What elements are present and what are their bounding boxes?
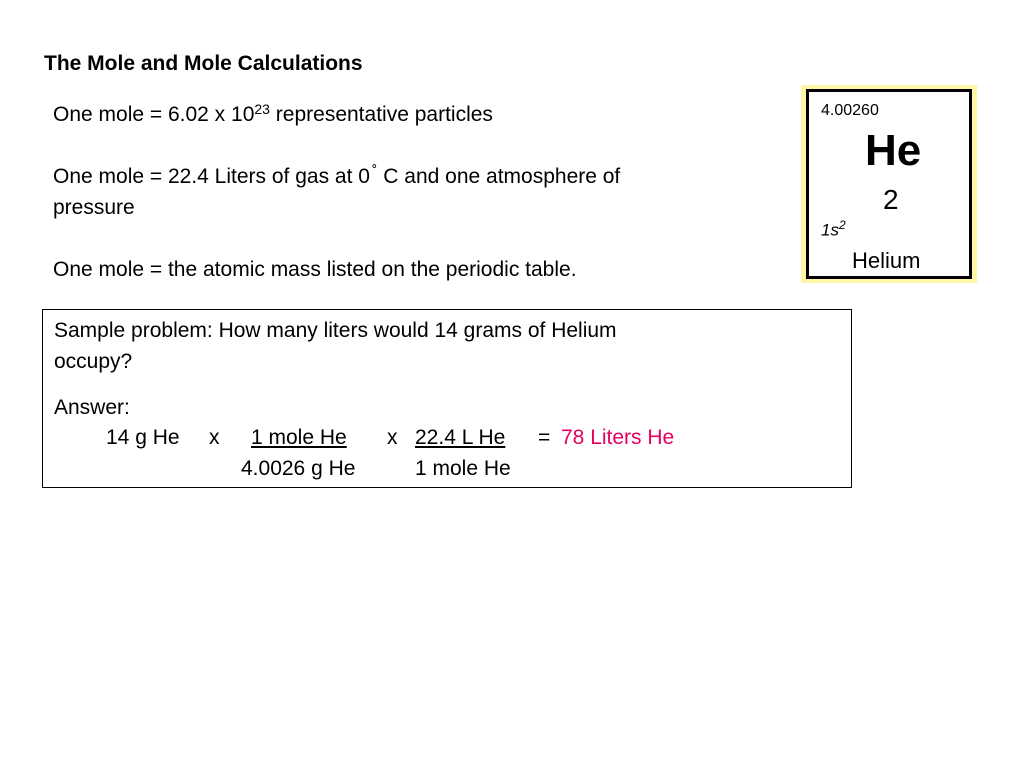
atomic-mass: 4.00260 bbox=[821, 102, 879, 119]
start-quantity: 14 g He bbox=[106, 426, 180, 449]
fact-avogadro-suffix: representative particles bbox=[269, 103, 493, 126]
fact-gas-volume-suffix: C and one atmosphere of bbox=[383, 165, 621, 188]
denominator-1: 4.0026 g He bbox=[241, 457, 356, 480]
fact-gas-volume bbox=[53, 161, 620, 192]
helium-element-tile bbox=[806, 89, 972, 279]
multiply-sign-1: x bbox=[209, 426, 220, 449]
denominator-2: 1 mole He bbox=[415, 457, 511, 480]
element-symbol: He bbox=[865, 126, 922, 175]
numerator-1: 1 mole He bbox=[251, 426, 347, 449]
fact-gas-volume-line2: pressure bbox=[53, 196, 135, 219]
fact-avogadro bbox=[53, 99, 493, 130]
equals-sign: = bbox=[538, 426, 551, 449]
page-title: The Mole and Mole Calculations bbox=[44, 52, 363, 75]
sample-problem-box bbox=[42, 309, 852, 488]
answer-label: Answer: bbox=[54, 396, 130, 419]
multiply-sign-2: x bbox=[387, 426, 398, 449]
atomic-number: 2 bbox=[883, 184, 899, 215]
config-base: 1s bbox=[821, 220, 839, 240]
numerator-2: 22.4 L He bbox=[415, 426, 506, 449]
fact-atomic-mass: One mole = the atomic mass listed on the periodic table. bbox=[53, 258, 577, 281]
fact-gas-volume-prefix: One mole = 22.4 Liters of gas at 0 bbox=[53, 165, 370, 188]
element-name: Helium bbox=[852, 248, 921, 273]
result: 78 Liters He bbox=[561, 426, 675, 449]
electron-configuration bbox=[821, 218, 846, 241]
fact-avogadro-exponent: 23 bbox=[254, 101, 270, 117]
config-exponent: 2 bbox=[838, 218, 846, 232]
degree-symbol: ˚ bbox=[371, 164, 378, 181]
question-line1: Sample problem: How many liters would 14 grams of Helium bbox=[54, 319, 617, 342]
fact-avogadro-prefix: One mole = 6.02 x 10 bbox=[53, 103, 255, 126]
question-line2: occupy? bbox=[54, 350, 133, 373]
